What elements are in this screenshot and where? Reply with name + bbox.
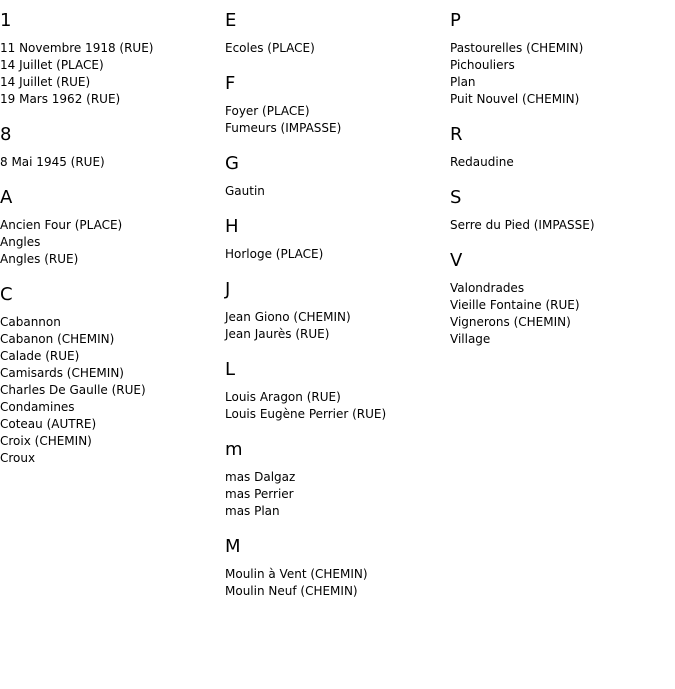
letter-group (225, 536, 445, 600)
street-link[interactable]: Fumeurs (IMPASSE) (225, 121, 342, 135)
letter-heading: G (225, 153, 239, 174)
street-link[interactable]: Vieille Fontaine (RUE) (450, 298, 580, 312)
letter-group (0, 284, 220, 467)
street-link[interactable]: Plan (450, 75, 476, 89)
street-link[interactable]: Cabanon (CHEMIN) (0, 332, 115, 346)
letter-group (225, 439, 445, 520)
street-link[interactable]: Puit Nouvel (CHEMIN) (450, 92, 580, 106)
street-link[interactable]: Foyer (PLACE) (225, 104, 310, 118)
letter-group (450, 10, 670, 108)
letter-group (225, 279, 445, 343)
street-link[interactable]: Jean Giono (CHEMIN) (225, 310, 351, 324)
street-link[interactable]: Jean Jaurès (RUE) (225, 327, 330, 341)
street-link[interactable]: Gautin (225, 184, 265, 198)
street-link[interactable]: Angles (RUE) (0, 252, 79, 266)
letter-group (225, 153, 445, 200)
street-index-column-3 (450, 0, 670, 364)
letter-heading: 1 (0, 10, 12, 31)
street-link[interactable]: Pichouliers (450, 58, 515, 72)
street-index-column-2 (225, 0, 445, 616)
letter-heading: L (225, 359, 236, 380)
letter-group (0, 124, 220, 171)
street-link[interactable]: Angles (0, 235, 41, 249)
street-link[interactable]: Condamines (0, 400, 75, 414)
street-link[interactable]: mas Perrier (225, 487, 294, 501)
street-link[interactable]: mas Plan (225, 504, 280, 518)
letter-heading: C (0, 284, 13, 305)
street-link[interactable]: 14 Juillet (RUE) (0, 75, 91, 89)
letter-heading: A (0, 187, 13, 208)
letter-group (0, 10, 220, 108)
letter-heading: P (450, 10, 461, 31)
street-link[interactable]: 8 Mai 1945 (RUE) (0, 155, 105, 169)
street-link[interactable]: Pastourelles (CHEMIN) (450, 41, 584, 55)
street-link[interactable]: Moulin Neuf (CHEMIN) (225, 584, 358, 598)
letter-heading: M (225, 536, 241, 557)
letter-group (450, 250, 670, 348)
letter-heading: H (225, 216, 239, 237)
street-link[interactable]: Louis Aragon (RUE) (225, 390, 341, 404)
letter-heading: S (450, 187, 462, 208)
street-link[interactable]: Coteau (AUTRE) (0, 417, 97, 431)
street-link[interactable]: Cabannon (0, 315, 61, 329)
street-link[interactable]: Calade (RUE) (0, 349, 80, 363)
street-link[interactable]: Serre du Pied (IMPASSE) (450, 218, 595, 232)
letter-group (450, 187, 670, 234)
street-link[interactable]: 19 Mars 1962 (RUE) (0, 92, 121, 106)
letter-heading: m (225, 439, 243, 460)
letter-group (225, 10, 445, 57)
street-link[interactable]: Vignerons (CHEMIN) (450, 315, 571, 329)
letter-group (0, 187, 220, 268)
letter-heading: R (450, 124, 463, 145)
letter-heading: E (225, 10, 237, 31)
letter-group (225, 216, 445, 263)
letter-group (450, 124, 670, 171)
street-link[interactable]: Valondrades (450, 281, 525, 295)
street-link[interactable]: Charles De Gaulle (RUE) (0, 383, 146, 397)
letter-heading: J (225, 279, 231, 300)
street-link[interactable]: Croix (CHEMIN) (0, 434, 92, 448)
letter-heading: F (225, 73, 236, 94)
street-link[interactable]: 11 Novembre 1918 (RUE) (0, 41, 154, 55)
street-link[interactable]: Moulin à Vent (CHEMIN) (225, 567, 368, 581)
street-link[interactable]: Camisards (CHEMIN) (0, 366, 124, 380)
letter-group (225, 359, 445, 423)
street-link[interactable]: Ancien Four (PLACE) (0, 218, 123, 232)
street-link[interactable]: Croux (0, 451, 36, 465)
street-link[interactable]: Horloge (PLACE) (225, 247, 324, 261)
street-link[interactable]: 14 Juillet (PLACE) (0, 58, 104, 72)
street-link[interactable]: Village (450, 332, 491, 346)
street-link[interactable]: mas Dalgaz (225, 470, 296, 484)
letter-heading: V (450, 250, 463, 271)
street-link[interactable]: Redaudine (450, 155, 514, 169)
letter-heading: 8 (0, 124, 12, 145)
street-index-column-1 (0, 0, 220, 483)
letter-group (225, 73, 445, 137)
street-link[interactable]: Louis Eugène Perrier (RUE) (225, 407, 387, 421)
street-link[interactable]: Ecoles (PLACE) (225, 41, 315, 55)
